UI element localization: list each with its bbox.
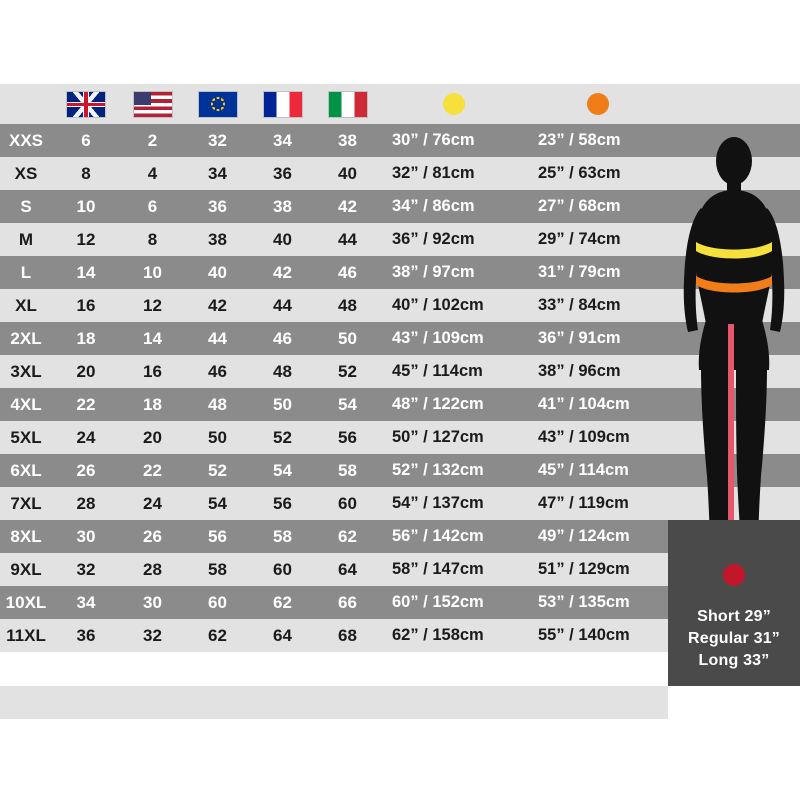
cell-uk: 12 [76, 229, 96, 249]
cell-waist: 53” / 135cm [538, 593, 630, 611]
cell-it: 46 [338, 262, 357, 282]
cell-size: 4XL [10, 394, 42, 414]
cell-chest: 48” / 122cm [392, 395, 484, 413]
cell-uk: 16 [76, 295, 96, 315]
header-it [315, 84, 380, 124]
cell-chest: 38” / 97cm [392, 263, 475, 281]
cell-size: S [20, 196, 32, 216]
cell-eu: 34 [208, 163, 227, 183]
cell-it: 66 [338, 592, 357, 612]
cell-waist: 51” / 129cm [538, 560, 630, 578]
cell-uk: 28 [76, 493, 96, 513]
cell-eu: 48 [208, 394, 227, 414]
cell-chest: 50” / 127cm [392, 428, 484, 446]
cell-us: 8 [147, 229, 158, 249]
cell-us: 22 [143, 460, 162, 480]
header-figure-spacer [668, 84, 800, 124]
cell-fr: 46 [273, 328, 292, 348]
leg-length-legend [668, 520, 800, 686]
cell-it: 40 [338, 163, 357, 183]
cell-size: XS [14, 163, 38, 183]
cell-eu: 36 [208, 196, 227, 216]
cell-us: 32 [143, 625, 162, 645]
cell-it: 54 [338, 394, 357, 414]
cell-chest: 30” / 76cm [392, 131, 475, 149]
leg-length-long: Long 33” [698, 652, 770, 669]
cell-chest: 56” / 142cm [392, 527, 484, 545]
cell-uk: 22 [76, 394, 96, 414]
eu-flag-icon [199, 92, 237, 117]
cell-chest: 43” / 109cm [392, 329, 484, 347]
cell-us: 26 [143, 526, 162, 546]
cell-it: 62 [338, 526, 357, 546]
cell-size: 7XL [10, 493, 42, 513]
cell-chest: 60” / 152cm [392, 593, 484, 611]
cell-waist: 27” / 68cm [538, 197, 621, 215]
cell-eu: 46 [208, 361, 227, 381]
cell-fr: 54 [273, 460, 292, 480]
cell-us: 12 [143, 295, 162, 315]
cell-waist: 45” / 114cm [538, 461, 629, 479]
cell-it: 38 [338, 130, 357, 150]
cell-waist: 36” / 91cm [538, 329, 621, 347]
cell-it: 68 [338, 625, 357, 645]
table-header-row [0, 84, 800, 124]
header-uk [52, 84, 120, 124]
cell-chest: 52” / 132cm [392, 461, 484, 479]
cell-chest: 45” / 114cm [392, 362, 483, 380]
cell-chest: 62” / 158cm [392, 626, 484, 644]
cell-size: 11XL [6, 625, 46, 645]
cell-it: 44 [338, 229, 357, 249]
cell-chest: 54” / 137cm [392, 494, 484, 512]
cell-fr: 58 [273, 526, 292, 546]
bottom-blank-band [0, 686, 800, 800]
cell-fr: 62 [273, 592, 292, 612]
header-us [120, 84, 185, 124]
cell-it: 50 [338, 328, 357, 348]
cell-fr: 34 [273, 130, 292, 150]
cell-fr: 48 [273, 361, 292, 381]
cell-uk: 24 [76, 427, 96, 447]
yellow-dot-icon [443, 93, 465, 115]
cell-us: 2 [147, 130, 158, 150]
red-dot-icon [723, 564, 745, 586]
cell-fr: 64 [273, 625, 292, 645]
cell-eu: 50 [208, 427, 227, 447]
bottom-stripe [0, 686, 668, 719]
cell-chest: 36” / 92cm [392, 230, 475, 248]
cell-uk: 14 [76, 262, 96, 282]
cell-eu: 60 [208, 592, 227, 612]
cell-us: 4 [147, 163, 158, 183]
cell-waist: 55” / 140cm [538, 626, 630, 644]
cell-waist: 29” / 74cm [538, 230, 621, 248]
cell-us: 6 [147, 196, 158, 216]
cell-fr: 36 [273, 163, 292, 183]
cell-waist: 38” / 96cm [538, 362, 621, 380]
cell-us: 20 [143, 427, 162, 447]
header-chest [380, 84, 528, 124]
cell-size: 9XL [10, 559, 42, 579]
cell-it: 56 [338, 427, 357, 447]
cell-waist: 31” / 79cm [538, 263, 621, 281]
leg-length-short: Short 29” [697, 608, 771, 625]
cell-waist: 33” / 84cm [538, 296, 621, 314]
cell-size: 10XL [5, 592, 47, 612]
cell-uk: 10 [76, 196, 96, 216]
cell-waist: 41” / 104cm [538, 395, 630, 413]
cell-fr: 42 [273, 262, 292, 282]
cell-us: 14 [143, 328, 162, 348]
header-eu [185, 84, 250, 124]
cell-chest: 58” / 147cm [392, 560, 484, 578]
cell-it: 48 [338, 295, 357, 315]
cell-us: 30 [143, 592, 162, 612]
cell-eu: 42 [208, 295, 227, 315]
cell-size: 5XL [10, 427, 42, 447]
cell-us: 10 [143, 262, 162, 282]
cell-uk: 32 [76, 559, 96, 579]
cell-size: 8XL [10, 526, 42, 546]
cell-uk: 20 [76, 361, 96, 381]
cell-waist: 23” / 58cm [538, 131, 621, 149]
cell-eu: 54 [208, 493, 227, 513]
cell-fr: 38 [273, 196, 292, 216]
cell-eu: 52 [208, 460, 227, 480]
cell-it: 60 [338, 493, 357, 513]
cell-size: 6XL [10, 460, 42, 480]
cell-it: 58 [338, 460, 357, 480]
cell-size: L [20, 262, 32, 282]
cell-it: 42 [338, 196, 357, 216]
header-size [0, 84, 52, 124]
cell-it: 64 [338, 559, 357, 579]
cell-uk: 6 [81, 130, 91, 150]
header-fr [250, 84, 315, 124]
uk-flag-icon [67, 92, 105, 117]
cell-chest: 40” / 102cm [392, 296, 484, 314]
cell-chest: 32” / 81cm [392, 164, 475, 182]
cell-chest: 34” / 86cm [392, 197, 475, 215]
cell-waist: 25” / 63cm [538, 164, 621, 182]
cell-us: 18 [143, 394, 162, 414]
cell-size: M [18, 229, 34, 249]
cell-uk: 30 [76, 526, 96, 546]
cell-us: 16 [143, 361, 162, 381]
cell-eu: 56 [208, 526, 227, 546]
cell-eu: 32 [208, 130, 227, 150]
cell-us: 28 [143, 559, 162, 579]
cell-uk: 18 [76, 328, 96, 348]
cell-uk: 8 [81, 163, 91, 183]
it-flag-icon [329, 92, 367, 117]
cell-uk: 26 [76, 460, 96, 480]
cell-fr: 52 [273, 427, 292, 447]
us-flag-icon [134, 92, 172, 117]
cell-uk: 36 [76, 625, 96, 645]
cell-waist: 43” / 109cm [538, 428, 630, 446]
cell-waist: 49” / 124cm [538, 527, 630, 545]
cell-it: 52 [338, 361, 357, 381]
cell-fr: 50 [273, 394, 292, 414]
cell-fr: 60 [273, 559, 292, 579]
cell-fr: 56 [273, 493, 292, 513]
cell-eu: 62 [208, 625, 227, 645]
cell-us: 24 [143, 493, 162, 513]
cell-fr: 40 [273, 229, 292, 249]
top-blank-band [0, 0, 800, 84]
cell-uk: 34 [76, 592, 96, 612]
cell-eu: 58 [208, 559, 227, 579]
cell-size: XXS [8, 130, 44, 150]
cell-size: XL [15, 295, 37, 315]
cell-eu: 38 [208, 229, 227, 249]
cell-size: 2XL [10, 328, 42, 348]
fr-flag-icon [264, 92, 302, 117]
orange-dot-icon [587, 93, 609, 115]
cell-fr: 44 [273, 295, 292, 315]
leg-length-regular: Regular 31” [687, 630, 780, 647]
header-waist [528, 84, 668, 124]
cell-eu: 44 [208, 328, 227, 348]
cell-waist: 47” / 119cm [538, 494, 629, 512]
cell-size: 3XL [10, 361, 42, 381]
cell-eu: 40 [208, 262, 227, 282]
